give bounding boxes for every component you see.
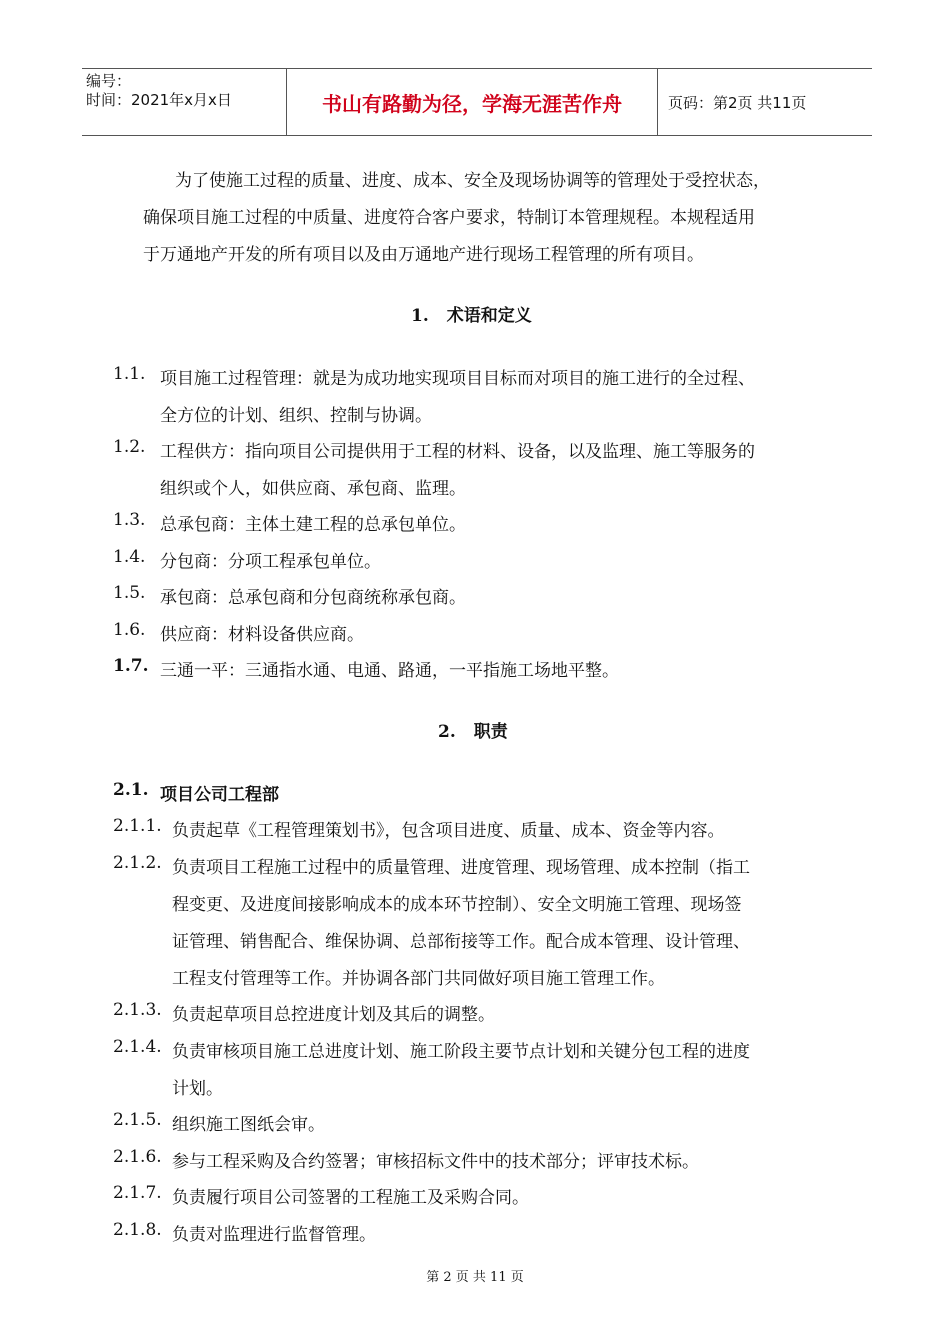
item-text: 项目施工过程管理：就是为成功地实现项目目标而对项目的施工进行的全过程、	[160, 369, 755, 389]
item-number: 1.7.	[113, 656, 149, 676]
item-text: 证管理、销售配合、维保协调、总部衔接等工作。配合成本管理、设计管理、	[172, 932, 750, 952]
header-time: 时间：2021年x月x日	[86, 91, 232, 109]
item-text: 程变更、及进度间接影响成本的成本环节控制）、安全文明施工管理、现场签	[172, 895, 742, 915]
item-number: 2.1.7.	[113, 1183, 162, 1203]
item-text: 承包商：总承包商和分包商统称承包商。	[160, 588, 466, 608]
section1-title: 术语和定义	[446, 306, 532, 326]
item-number: 2.1.4.	[113, 1037, 162, 1057]
subsection-number: 2.1.	[113, 780, 149, 800]
item-number: 2.1.6.	[113, 1147, 162, 1167]
item-number: 2.1.8.	[113, 1220, 162, 1240]
item-text: 供应商：材料设备供应商。	[160, 625, 364, 645]
item-text: 负责审核项目施工总进度计划、施工阶段主要节点计划和关键分包工程的进度	[172, 1042, 750, 1062]
item-text: 负责起草《工程管理策划书》，包含项目进度、质量、成本、资金等内容。	[172, 821, 725, 841]
item-number: 1.6.	[113, 620, 146, 640]
item-text: 三通一平：三通指水通、电通、路通，一平指施工场地平整。	[160, 661, 619, 681]
item-text: 负责项目工程施工过程中的质量管理、进度管理、现场管理、成本控制（指工	[172, 858, 750, 878]
item-text: 负责起草项目总控进度计划及其后的调整。	[172, 1005, 495, 1025]
section1-heading	[411, 301, 532, 326]
item-text: 全方位的计划、组织、控制与协调。	[160, 406, 432, 426]
section1-number: 1.	[411, 306, 429, 326]
item-number: 1.2.	[113, 437, 146, 457]
item-number: 1.3.	[113, 510, 146, 530]
item-number: 1.4.	[113, 547, 146, 567]
item-number: 2.1.5.	[113, 1110, 162, 1130]
item-text: 负责履行项目公司签署的工程施工及采购合同。	[172, 1188, 529, 1208]
item-number: 1.5.	[113, 583, 146, 603]
header-code-label: 编号：	[86, 72, 132, 90]
header-page-info: 页码：第2页 共11页	[658, 69, 873, 136]
item-text: 参与工程采购及合约签署；审核招标文件中的技术部分；评审技术标。	[172, 1152, 699, 1172]
item-number: 2.1.1.	[113, 816, 162, 836]
item-text: 工程供方：指向项目公司提供用于工程的材料、设备，以及监理、施工等服务的	[160, 442, 755, 462]
section2-number: 2.	[438, 722, 456, 742]
item-number: 2.1.2.	[113, 853, 162, 873]
item-text: 负责对监理进行监督管理。	[172, 1225, 376, 1245]
header-meta	[82, 69, 287, 136]
item-text: 分包商：分项工程承包单位。	[160, 552, 381, 572]
intro-line-1: 为了使施工过程的质量、进度、成本、安全及现场协调等的管理处于受控状态，	[175, 171, 770, 191]
document-header	[82, 68, 872, 136]
intro-line-2: 确保项目施工过程的中质量、进度符合客户要求，特制订本管理规程。本规程适用	[143, 208, 755, 228]
item-text: 组织施工图纸会审。	[172, 1115, 325, 1135]
section2-heading	[438, 717, 508, 742]
subsection-title: 项目公司工程部	[160, 785, 279, 805]
item-text: 计划。	[172, 1079, 223, 1099]
item-number: 1.1.	[113, 364, 146, 384]
item-text: 总承包商：主体土建工程的总承包单位。	[160, 515, 466, 535]
item-number: 2.1.3.	[113, 1000, 162, 1020]
intro-line-3: 于万通地产开发的所有项目以及由万通地产进行现场工程管理的所有项目。	[143, 245, 704, 265]
item-text: 工程支付管理等工作。并协调各部门共同做好项目施工管理工作。	[172, 969, 665, 989]
section2-title: 职责	[473, 722, 508, 742]
item-text: 组织或个人，如供应商、承包商、监理。	[160, 479, 466, 499]
header-motto: 书山有路勤为径，学海无涯苦作舟	[287, 69, 658, 136]
page-footer: 第 2 页 共 11 页	[426, 1270, 524, 1285]
